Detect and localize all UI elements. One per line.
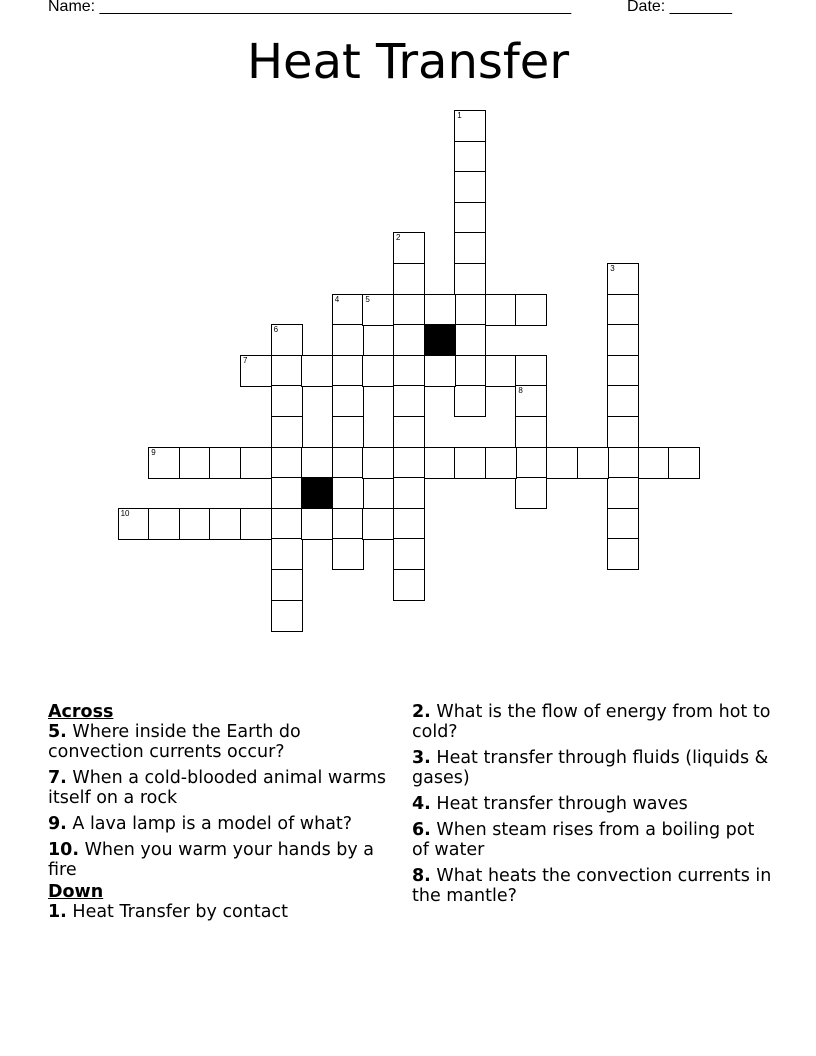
- crossword-cell[interactable]: [515, 385, 547, 417]
- crossword-cell[interactable]: [424, 355, 456, 387]
- crossword-cell[interactable]: [607, 324, 639, 356]
- crossword-cell[interactable]: [454, 447, 486, 479]
- crossword-cell[interactable]: [454, 110, 486, 142]
- crossword-cell[interactable]: [362, 355, 394, 387]
- crossword-cell[interactable]: [393, 232, 425, 264]
- crossword-cell[interactable]: [485, 355, 517, 387]
- crossword-cell[interactable]: [668, 447, 700, 479]
- crossword-cell[interactable]: [332, 508, 364, 540]
- clue-number: 4: [334, 294, 340, 304]
- crossword-cell[interactable]: [271, 355, 303, 387]
- crossword-cell[interactable]: [271, 600, 303, 632]
- date-blank[interactable]: _______: [669, 0, 732, 15]
- clue-down-8: 8. What heats the convection currents in the mantle?: [412, 866, 772, 906]
- crossword-cell[interactable]: [332, 324, 364, 356]
- crossword-cell[interactable]: [607, 355, 639, 387]
- crossword-cell[interactable]: [271, 385, 303, 417]
- name-blank[interactable]: _____________________________________________________: [99, 0, 572, 15]
- crossword-cell[interactable]: [179, 447, 211, 479]
- crossword-cell[interactable]: [393, 385, 425, 417]
- crossword-cell[interactable]: [271, 508, 303, 540]
- crossword-cell[interactable]: [485, 447, 517, 479]
- crossword-cell[interactable]: [240, 447, 272, 479]
- clue-number: 1: [457, 111, 462, 120]
- name-label: Name:: [48, 0, 96, 15]
- crossword-cell[interactable]: [454, 202, 486, 234]
- crossword-cell[interactable]: [607, 294, 639, 326]
- crossword-cell[interactable]: [332, 385, 364, 417]
- crossword-cell[interactable]: [118, 508, 150, 540]
- crossword-cell[interactable]: [148, 508, 180, 540]
- clue-number: 8: [518, 386, 523, 396]
- crossword-cell[interactable]: [271, 477, 303, 509]
- crossword-cell[interactable]: [607, 477, 639, 509]
- crossword-cell[interactable]: [515, 294, 547, 326]
- crossword-cell[interactable]: [393, 447, 425, 479]
- crossword-cell[interactable]: [332, 294, 364, 326]
- crossword-cell[interactable]: [515, 355, 547, 387]
- crossword-cell[interactable]: [271, 569, 303, 601]
- crossword-cell[interactable]: [209, 447, 241, 479]
- crossword-cell[interactable]: [454, 171, 486, 203]
- crossword-cell[interactable]: [454, 141, 486, 173]
- crossword-cell[interactable]: [393, 294, 425, 326]
- crossword-cell[interactable]: [454, 232, 486, 264]
- crossword-cell[interactable]: [546, 447, 578, 479]
- clue-number: 10: [120, 508, 130, 518]
- clue-down-3: 3. Heat transfer through fluids (liquids & gases): [412, 748, 769, 788]
- crossword-cell[interactable]: [393, 355, 425, 387]
- crossword-cell[interactable]: [638, 447, 670, 479]
- black-square: [301, 477, 333, 509]
- clue-number: 9: [151, 447, 156, 457]
- crossword-cell[interactable]: [271, 416, 303, 448]
- crossword-cell[interactable]: [393, 508, 425, 540]
- crossword-cell[interactable]: [607, 263, 639, 295]
- crossword-cell[interactable]: [424, 447, 456, 479]
- black-square: [424, 324, 456, 356]
- clue-number: 5: [365, 294, 370, 304]
- crossword-cell[interactable]: [393, 569, 425, 601]
- clue-number: 2: [396, 233, 401, 243]
- crossword-cell[interactable]: [179, 508, 211, 540]
- crossword-cell[interactable]: [454, 294, 486, 326]
- crossword-cell[interactable]: [271, 447, 303, 479]
- clue-number: 7: [243, 355, 248, 365]
- crossword-cell[interactable]: [607, 416, 639, 448]
- crossword-cell[interactable]: [607, 508, 639, 540]
- crossword-cell[interactable]: [271, 324, 303, 356]
- clues-column-left: [48, 702, 398, 928]
- crossword-cell[interactable]: [332, 538, 364, 570]
- date-label: Date:: [627, 0, 666, 15]
- crossword-cell[interactable]: [332, 416, 364, 448]
- crossword-cell[interactable]: [577, 447, 609, 479]
- crossword-cell[interactable]: [515, 447, 547, 479]
- crossword-cell[interactable]: [362, 294, 394, 326]
- clue-down-2: 2. What is the flow of energy from hot to cold?: [412, 702, 771, 742]
- clue-across-7: 7. When a cold-blooded animal warms itself on a rock: [48, 768, 387, 808]
- down-heading: Down: [48, 882, 104, 902]
- crossword-cell[interactable]: [485, 294, 517, 326]
- crossword-cell[interactable]: [301, 447, 333, 479]
- crossword-cell[interactable]: [148, 447, 180, 479]
- crossword-cell[interactable]: [515, 416, 547, 448]
- crossword-cell[interactable]: [393, 538, 425, 570]
- clue-down-1: 1. Heat Transfer by contact: [48, 902, 288, 922]
- crossword-cell[interactable]: [271, 538, 303, 570]
- clue-number: 3: [610, 264, 615, 273]
- crossword-cell[interactable]: [424, 294, 456, 326]
- clue-down-6: 6. When steam rises from a boiling pot of water: [412, 820, 755, 860]
- crossword-cell[interactable]: [209, 508, 241, 540]
- crossword-cell[interactable]: [454, 324, 486, 356]
- crossword-cell[interactable]: [454, 385, 486, 417]
- crossword-cell[interactable]: [607, 447, 639, 479]
- crossword-cell[interactable]: [607, 538, 639, 570]
- clue-across-10: 10. When you warm your hands by a fire: [48, 840, 375, 880]
- across-heading: Across: [48, 702, 114, 722]
- clue-across-5: 5. Where inside the Earth do convection currents occur?: [48, 722, 301, 762]
- crossword-cell[interactable]: [454, 263, 486, 295]
- crossword-cell[interactable]: [240, 355, 272, 387]
- crossword-cell[interactable]: [393, 477, 425, 509]
- crossword-cell[interactable]: [607, 385, 639, 417]
- crossword-cell[interactable]: [362, 508, 394, 540]
- clue-number: 6: [273, 325, 279, 335]
- crossword-cell[interactable]: [393, 416, 425, 448]
- clue-down-4: 4. Heat transfer through waves: [412, 794, 688, 814]
- crossword-cell[interactable]: [301, 355, 333, 387]
- crossword-cell[interactable]: [332, 477, 364, 509]
- crossword-cell[interactable]: [393, 324, 425, 356]
- clues-column-right: [412, 702, 772, 912]
- crossword-cell[interactable]: [515, 477, 547, 509]
- crossword-cell[interactable]: [240, 508, 272, 540]
- crossword-cell[interactable]: [332, 447, 364, 479]
- page-title: Heat Transfer: [246, 34, 570, 90]
- crossword-cell[interactable]: [362, 447, 394, 479]
- crossword-cell[interactable]: [454, 355, 486, 387]
- crossword-cell[interactable]: [393, 263, 425, 295]
- clue-across-9: 9. A lava lamp is a model of what?: [48, 814, 353, 834]
- crossword-cell[interactable]: [332, 355, 364, 387]
- crossword-cell[interactable]: [301, 508, 333, 540]
